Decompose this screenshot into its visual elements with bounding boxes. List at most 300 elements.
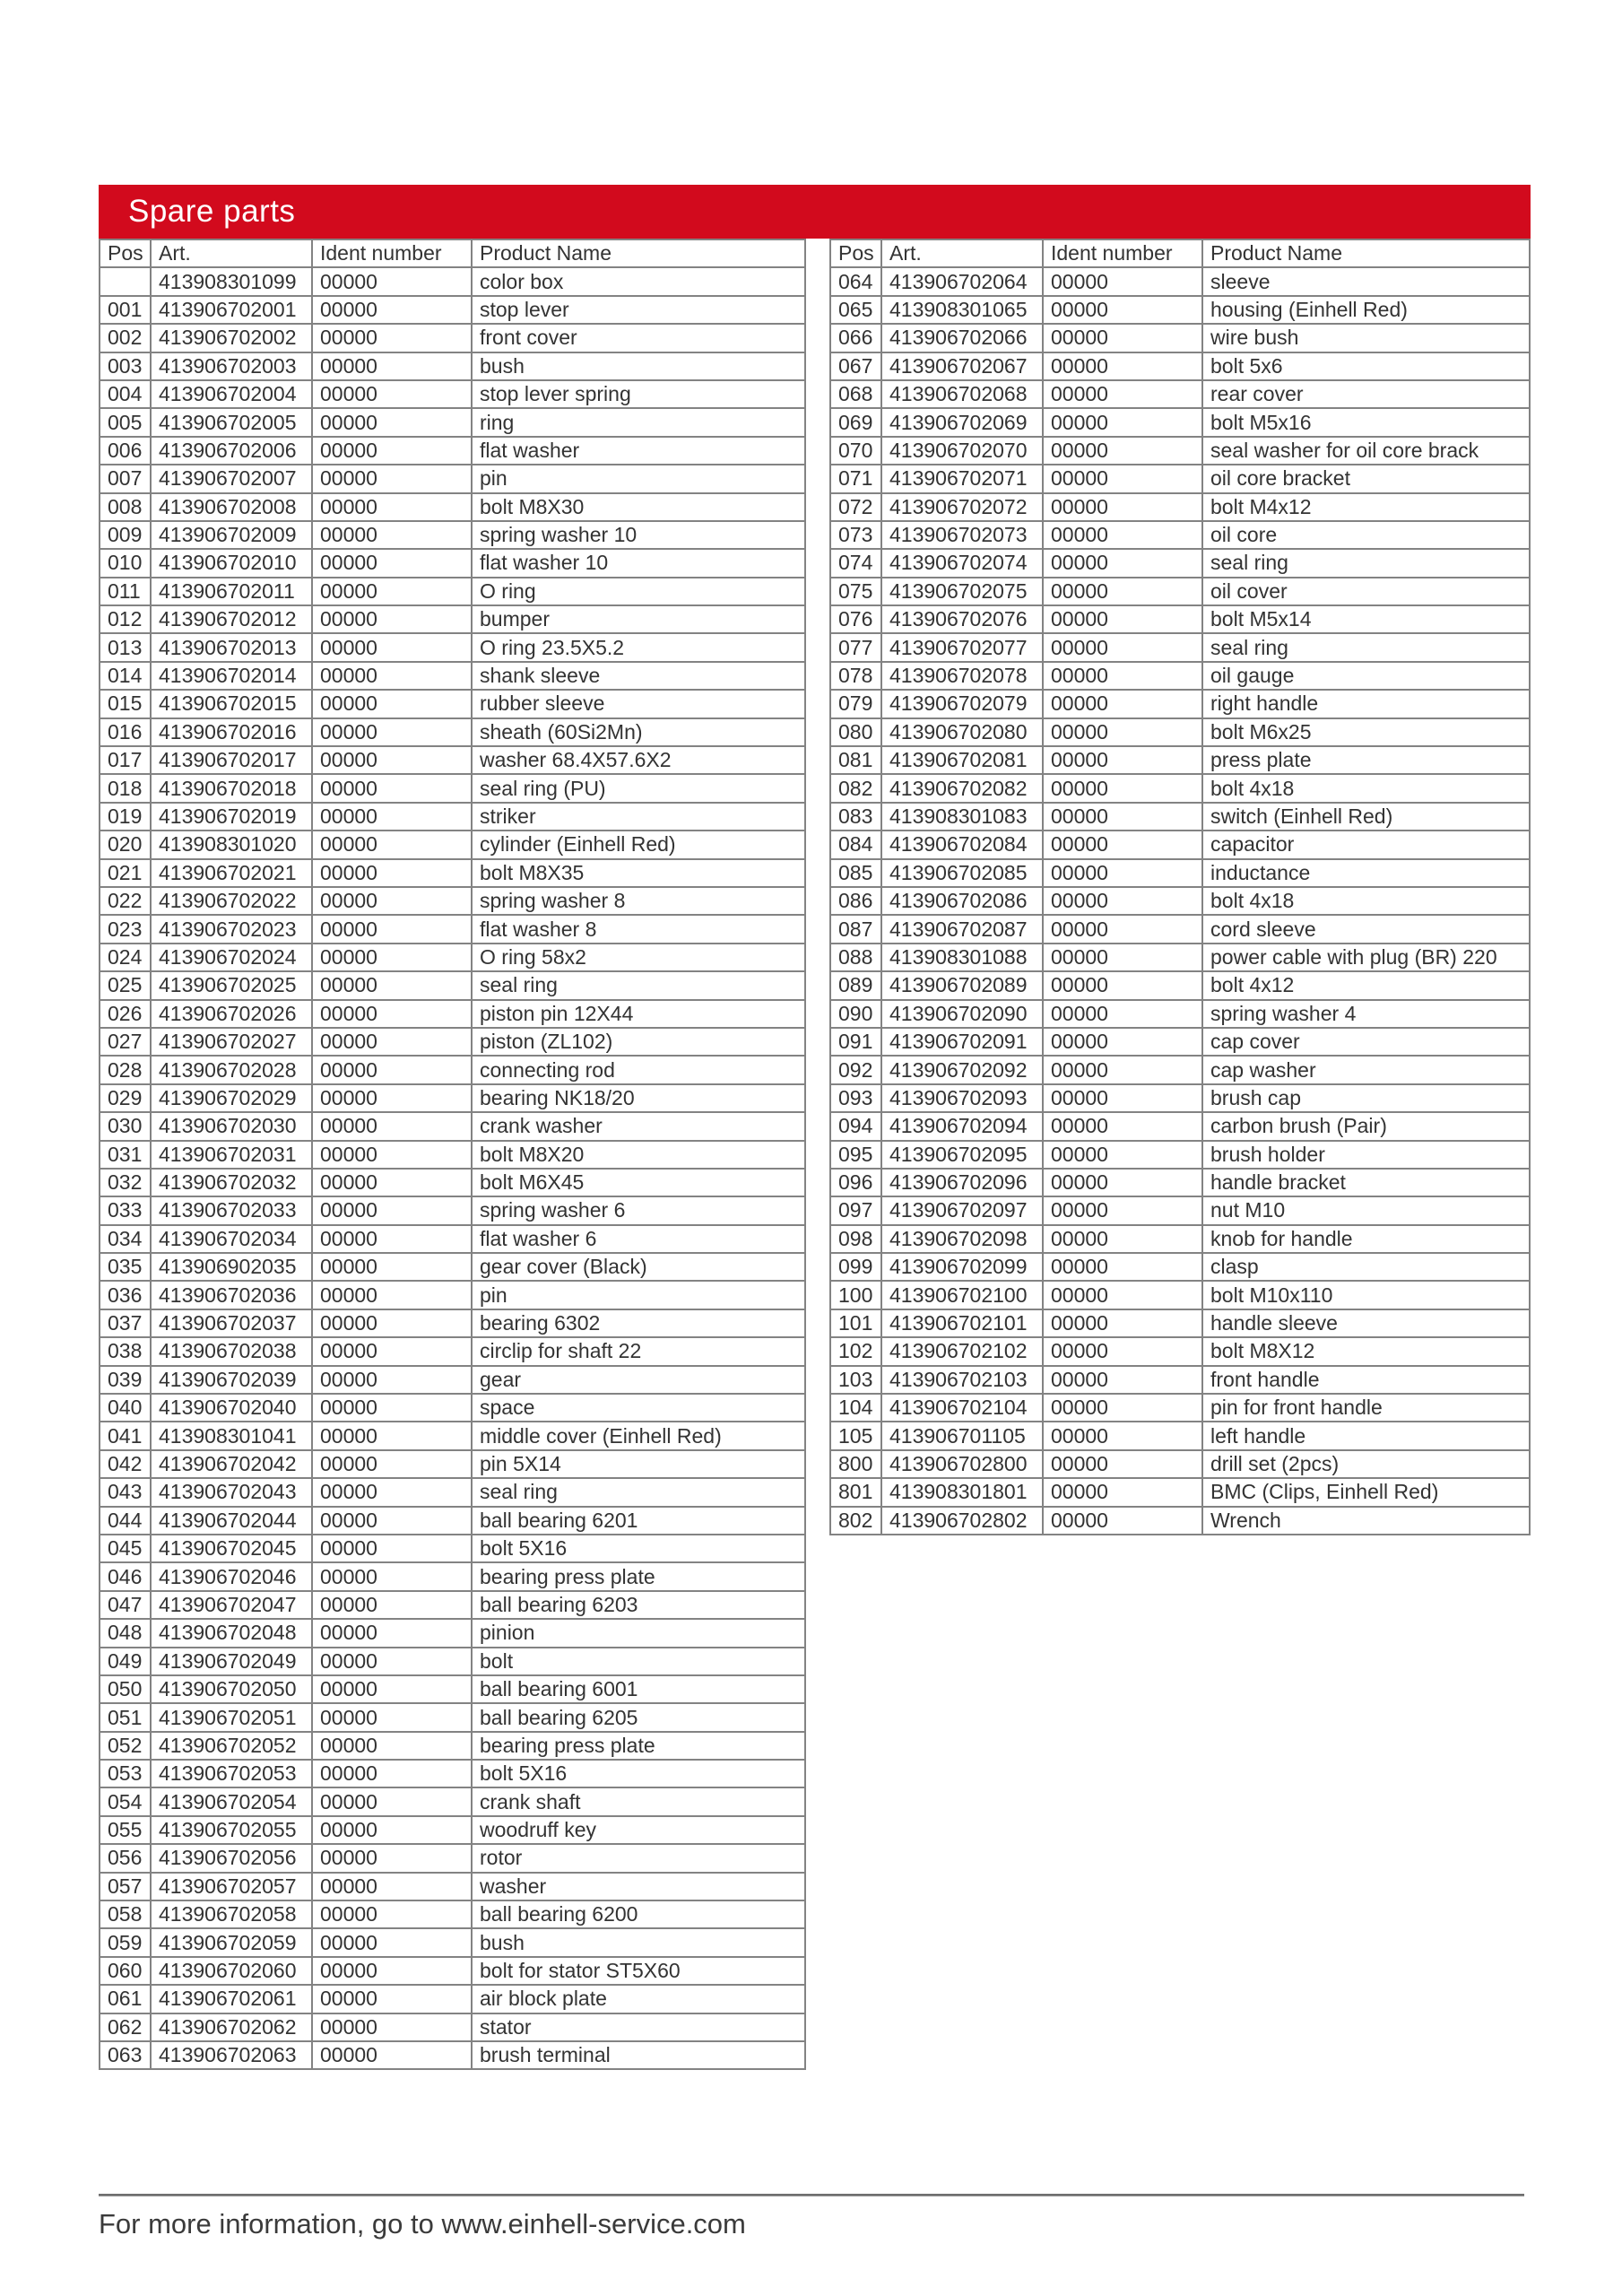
cell-art: 413906702067 [881,352,1043,380]
cell-art: 413906702036 [151,1281,312,1309]
cell-pos: 019 [100,803,151,831]
cell-name: O ring [472,578,805,605]
cell-name: oil core [1202,521,1530,549]
cell-ident: 00000 [1043,1309,1202,1337]
cell-art: 413906702084 [881,831,1043,858]
cell-pos: 104 [830,1394,881,1422]
cell-art: 413906702802 [881,1507,1043,1535]
cell-name: handle sleeve [1202,1309,1530,1337]
cell-art: 413906702007 [151,465,312,492]
cell-pos: 006 [100,437,151,465]
cell-pos: 004 [100,380,151,408]
cell-name: piston pin 12X44 [472,1000,805,1028]
cell-name: nut M10 [1202,1196,1530,1224]
cell-art: 413906702087 [881,915,1043,943]
table-row [100,915,805,943]
cell-pos: 101 [830,1309,881,1337]
table-row [830,1478,1530,1506]
cell-pos: 096 [830,1169,881,1196]
cell-name: ball bearing 6001 [472,1675,805,1703]
table-row [100,1957,805,1985]
cell-name: carbon brush (Pair) [1202,1112,1530,1140]
table-row [830,1309,1530,1337]
cell-art: 413906702098 [881,1225,1043,1253]
cell-art: 413906702039 [151,1366,312,1394]
table-row [100,1281,805,1309]
table-row [100,1084,805,1112]
cell-name: bolt M10x110 [1202,1281,1530,1309]
cell-pos: 057 [100,1873,151,1900]
table-row [100,718,805,746]
cell-name: bearing 6302 [472,1309,805,1337]
table-row [100,2041,805,2069]
cell-art: 413906702097 [881,1196,1043,1224]
cell-ident: 00000 [312,1141,472,1169]
cell-ident: 00000 [312,1196,472,1224]
cell-ident: 00000 [312,1225,472,1253]
cell-pos: 002 [100,324,151,352]
cell-name: handle bracket [1202,1169,1530,1196]
cell-name: cylinder (Einhell Red) [472,831,805,858]
cell-ident: 00000 [1043,1337,1202,1365]
cell-pos: 091 [830,1028,881,1056]
cell-name: connecting rod [472,1056,805,1083]
cell-ident: 00000 [312,605,472,633]
cell-art: 413906702092 [881,1056,1043,1083]
cell-art: 413908301099 [151,267,312,295]
cell-ident: 00000 [1043,1450,1202,1478]
cell-ident: 00000 [312,1900,472,1928]
table-row [100,2013,805,2041]
table-row [100,296,805,324]
table-row [100,1337,805,1365]
cell-name: bush [472,1928,805,1956]
cell-pos: 044 [100,1507,151,1535]
table-row [830,718,1530,746]
cell-name: right handle [1202,690,1530,718]
cell-ident: 00000 [312,1281,472,1309]
table-row [100,549,805,577]
table-row [100,1675,805,1703]
table-row [830,1394,1530,1422]
cell-pos: 081 [830,746,881,774]
cell-art: 413906702044 [151,1507,312,1535]
cell-name: capacitor [1202,831,1530,858]
table-row [100,1591,805,1619]
table-row [100,1507,805,1535]
cell-art: 413906702068 [881,380,1043,408]
cell-pos: 010 [100,549,151,577]
cell-pos: 060 [100,1957,151,1985]
cell-ident: 00000 [1043,1000,1202,1028]
table-row [100,887,805,915]
cell-ident: 00000 [312,1169,472,1196]
cell-art: 413906702056 [151,1844,312,1872]
cell-ident: 00000 [312,1619,472,1647]
cell-pos: 062 [100,2013,151,2041]
cell-ident: 00000 [312,1873,472,1900]
table-row [830,1056,1530,1083]
cell-pos: 103 [830,1366,881,1394]
cell-pos: 021 [100,859,151,887]
cell-pos: 085 [830,859,881,887]
cell-art: 413908301083 [881,803,1043,831]
cell-name: sleeve [1202,267,1530,295]
cell-ident: 00000 [1043,578,1202,605]
cell-name: Wrench [1202,1507,1530,1535]
cell-art: 413906702060 [151,1957,312,1985]
cell-art: 413906702071 [881,465,1043,492]
cell-ident: 00000 [312,1928,472,1956]
cell-ident: 00000 [312,774,472,802]
cell-name: press plate [1202,746,1530,774]
cell-ident: 00000 [312,1732,472,1760]
cell-pos: 061 [100,1985,151,2013]
cell-pos: 082 [830,774,881,802]
cell-art: 413906701105 [881,1422,1043,1449]
cell-art: 413906702072 [881,493,1043,521]
cell-name: bolt M6x25 [1202,718,1530,746]
cell-art: 413906702005 [151,408,312,436]
cell-ident: 00000 [312,887,472,915]
table-row [830,662,1530,690]
cell-ident: 00000 [1043,1225,1202,1253]
cell-ident: 00000 [312,521,472,549]
table-header-row [830,239,1530,267]
cell-name: seal ring (PU) [472,774,805,802]
cell-art: 413906702045 [151,1535,312,1562]
cell-ident: 00000 [312,1084,472,1112]
cell-ident: 00000 [312,549,472,577]
table-row [100,1873,805,1900]
cell-ident: 00000 [312,380,472,408]
table-row [100,859,805,887]
cell-art: 413906702026 [151,1000,312,1028]
table-row [830,408,1530,436]
cell-pos: 089 [830,971,881,999]
cell-name: circlip for shaft 22 [472,1337,805,1365]
cell-ident: 00000 [312,803,472,831]
cell-name: clasp [1202,1253,1530,1281]
cell-name: stop lever [472,296,805,324]
cell-ident: 00000 [312,746,472,774]
cell-name: brush terminal [472,2041,805,2069]
cell-ident: 00000 [312,1760,472,1787]
cell-art: 413906702032 [151,1169,312,1196]
cell-ident: 00000 [312,267,472,295]
cell-pos: 100 [830,1281,881,1309]
cell-art: 413906702077 [881,633,1043,661]
table-row [100,1478,805,1506]
cell-art: 413906702093 [881,1084,1043,1112]
table-row [830,944,1530,971]
cell-ident: 00000 [312,578,472,605]
cell-pos: 009 [100,521,151,549]
cell-name: knob for handle [1202,1225,1530,1253]
cell-name: pinion [472,1619,805,1647]
cell-ident: 00000 [1043,352,1202,380]
cell-pos: 095 [830,1141,881,1169]
cell-name: oil gauge [1202,662,1530,690]
footer-note: For more information, go to www.einhell-service.com [99,2208,746,2239]
cell-art: 413906702034 [151,1225,312,1253]
cell-ident: 00000 [312,1535,472,1562]
cell-ident: 00000 [1043,662,1202,690]
table-row [830,521,1530,549]
cell-art: 413906702048 [151,1619,312,1647]
cell-name: bearing press plate [472,1732,805,1760]
cell-pos: 053 [100,1760,151,1787]
cell-pos: 070 [830,437,881,465]
cell-ident: 00000 [1043,1366,1202,1394]
cell-pos: 074 [830,549,881,577]
cell-pos: 003 [100,352,151,380]
cell-name: drill set (2pcs) [1202,1450,1530,1478]
cell-name: cord sleeve [1202,915,1530,943]
cell-name: ball bearing 6201 [472,1507,805,1535]
cell-pos: 036 [100,1281,151,1309]
table-row [100,1141,805,1169]
cell-name: sheath (60Si2Mn) [472,718,805,746]
cell-name: woodruff key [472,1816,805,1844]
cell-art: 413906702046 [151,1562,312,1590]
cell-pos: 069 [830,408,881,436]
cell-name: pin 5X14 [472,1450,805,1478]
cell-pos: 037 [100,1309,151,1337]
table-row [830,859,1530,887]
cell-ident: 00000 [312,2013,472,2041]
cell-pos: 039 [100,1366,151,1394]
table-row [830,549,1530,577]
table-row [100,267,805,295]
table-row [830,690,1530,718]
page-title: Spare parts [128,194,296,229]
cell-pos [100,267,151,295]
cell-name: pin for front handle [1202,1394,1530,1422]
cell-pos: 800 [830,1450,881,1478]
cell-pos: 017 [100,746,151,774]
table-row [100,1928,805,1956]
cell-ident: 00000 [312,1056,472,1083]
cell-pos: 050 [100,1675,151,1703]
cell-name: bolt M5x16 [1202,408,1530,436]
cell-name: space [472,1394,805,1422]
cell-pos: 046 [100,1562,151,1590]
cell-ident: 00000 [1043,1281,1202,1309]
cell-pos: 045 [100,1535,151,1562]
cell-pos: 801 [830,1478,881,1506]
cell-art: 413906702102 [881,1337,1043,1365]
cell-art: 413906702095 [881,1141,1043,1169]
cell-art: 413906702049 [151,1648,312,1675]
cell-name: middle cover (Einhell Red) [472,1422,805,1449]
cell-art: 413906702013 [151,633,312,661]
table-row [830,1169,1530,1196]
table-row [100,605,805,633]
cell-art: 413906702080 [881,718,1043,746]
cell-art: 413906702070 [881,437,1043,465]
cell-name: seal ring [1202,633,1530,661]
cell-pos: 012 [100,605,151,633]
cell-art: 413906702012 [151,605,312,633]
cell-pos: 025 [100,971,151,999]
cell-ident: 00000 [1043,803,1202,831]
cell-name: wire bush [1202,324,1530,352]
cell-pos: 105 [830,1422,881,1449]
cell-pos: 094 [830,1112,881,1140]
cell-ident: 00000 [312,1337,472,1365]
cell-art: 413906702008 [151,493,312,521]
cell-art: 413906702016 [151,718,312,746]
cell-ident: 00000 [312,1675,472,1703]
cell-ident: 00000 [1043,915,1202,943]
table-row [100,633,805,661]
cell-ident: 00000 [312,408,472,436]
cell-name: bearing press plate [472,1562,805,1590]
cell-art: 413906702081 [881,746,1043,774]
cell-pos: 026 [100,1000,151,1028]
cell-name: spring washer 10 [472,521,805,549]
table-row [100,1787,805,1815]
cell-art: 413906702028 [151,1056,312,1083]
cell-art: 413906702085 [881,859,1043,887]
cell-name: shank sleeve [472,662,805,690]
cell-art: 413906702004 [151,380,312,408]
table-row [100,1028,805,1056]
cell-name: piston (ZL102) [472,1028,805,1056]
cell-ident: 00000 [1043,465,1202,492]
cell-name: crank washer [472,1112,805,1140]
cell-ident: 00000 [312,1478,472,1506]
cell-name: air block plate [472,1985,805,2013]
cell-pos: 013 [100,633,151,661]
cell-name: oil core bracket [1202,465,1530,492]
cell-art: 413906702017 [151,746,312,774]
cell-ident: 00000 [1043,746,1202,774]
cell-name: gear cover (Black) [472,1253,805,1281]
cell-name: housing (Einhell Red) [1202,296,1530,324]
table-row [100,1985,805,2013]
cell-name: bolt 4x12 [1202,971,1530,999]
cell-ident: 00000 [312,859,472,887]
cell-art: 413906702103 [881,1366,1043,1394]
cell-pos: 022 [100,887,151,915]
cell-pos: 080 [830,718,881,746]
cell-pos: 041 [100,1422,151,1449]
cell-name: bolt M6X45 [472,1169,805,1196]
cell-name: ball bearing 6205 [472,1703,805,1731]
cell-ident: 00000 [312,915,472,943]
cell-ident: 00000 [312,1253,472,1281]
table-row [830,746,1530,774]
cell-name: bolt 4x18 [1202,774,1530,802]
cell-ident: 00000 [1043,605,1202,633]
cell-name: stator [472,2013,805,2041]
cell-art: 413906702037 [151,1309,312,1337]
table-row [100,1816,805,1844]
cell-name: gear [472,1366,805,1394]
cell-pos: 076 [830,605,881,633]
cell-name: bolt M4x12 [1202,493,1530,521]
footer-divider [99,2194,1524,2196]
cell-ident: 00000 [1043,267,1202,295]
cell-ident: 00000 [312,690,472,718]
cell-ident: 00000 [1043,1056,1202,1083]
cell-name: pin [472,1281,805,1309]
table-row [100,493,805,521]
cell-pos: 032 [100,1169,151,1196]
cell-name: O ring 23.5X5.2 [472,633,805,661]
table-header-row [100,239,805,267]
table-row [100,324,805,352]
cell-art: 413906702047 [151,1591,312,1619]
cell-pos: 102 [830,1337,881,1365]
cell-ident: 00000 [312,1591,472,1619]
table-row [100,1619,805,1647]
table-row [830,971,1530,999]
cell-pos: 071 [830,465,881,492]
spare-parts-header-bar [99,185,1531,239]
cell-ident: 00000 [312,1648,472,1675]
cell-art: 413906702059 [151,1928,312,1956]
table-row [830,437,1530,465]
table-row [100,1309,805,1337]
cell-ident: 00000 [1043,1422,1202,1449]
cell-ident: 00000 [1043,774,1202,802]
cell-ident: 00000 [312,437,472,465]
cell-name: bolt 4x18 [1202,887,1530,915]
spare-parts-table-left [99,239,806,2070]
cell-ident: 00000 [1043,944,1202,971]
cell-pos: 042 [100,1450,151,1478]
table-row [100,1056,805,1083]
cell-name: washer 68.4X57.6X2 [472,746,805,774]
cell-ident: 00000 [312,493,472,521]
cell-art: 413906702055 [151,1816,312,1844]
cell-pos: 011 [100,578,151,605]
cell-name: bolt for stator ST5X60 [472,1957,805,1985]
cell-pos: 040 [100,1394,151,1422]
cell-art: 413906702021 [151,859,312,887]
cell-art: 413906702003 [151,352,312,380]
cell-name: bearing NK18/20 [472,1084,805,1112]
cell-pos: 056 [100,1844,151,1872]
table-row [100,1732,805,1760]
cell-ident: 00000 [312,971,472,999]
cell-art: 413906702076 [881,605,1043,633]
cell-art: 413906702051 [151,1703,312,1731]
cell-pos: 047 [100,1591,151,1619]
table-row [100,1450,805,1478]
cell-art: 413906702073 [881,521,1043,549]
cell-ident: 00000 [1043,690,1202,718]
cell-ident: 00000 [312,1309,472,1337]
cell-pos: 059 [100,1928,151,1956]
cell-name: rubber sleeve [472,690,805,718]
cell-name: front handle [1202,1366,1530,1394]
cell-name: ball bearing 6203 [472,1591,805,1619]
cell-art: 413906702015 [151,690,312,718]
cell-pos: 078 [830,662,881,690]
cell-ident: 00000 [312,296,472,324]
table-row [830,1337,1530,1365]
cell-pos: 065 [830,296,881,324]
cell-art: 413906702019 [151,803,312,831]
cell-ident: 00000 [312,324,472,352]
cell-art: 413906702074 [881,549,1043,577]
table-row [100,1844,805,1872]
cell-name: front cover [472,324,805,352]
